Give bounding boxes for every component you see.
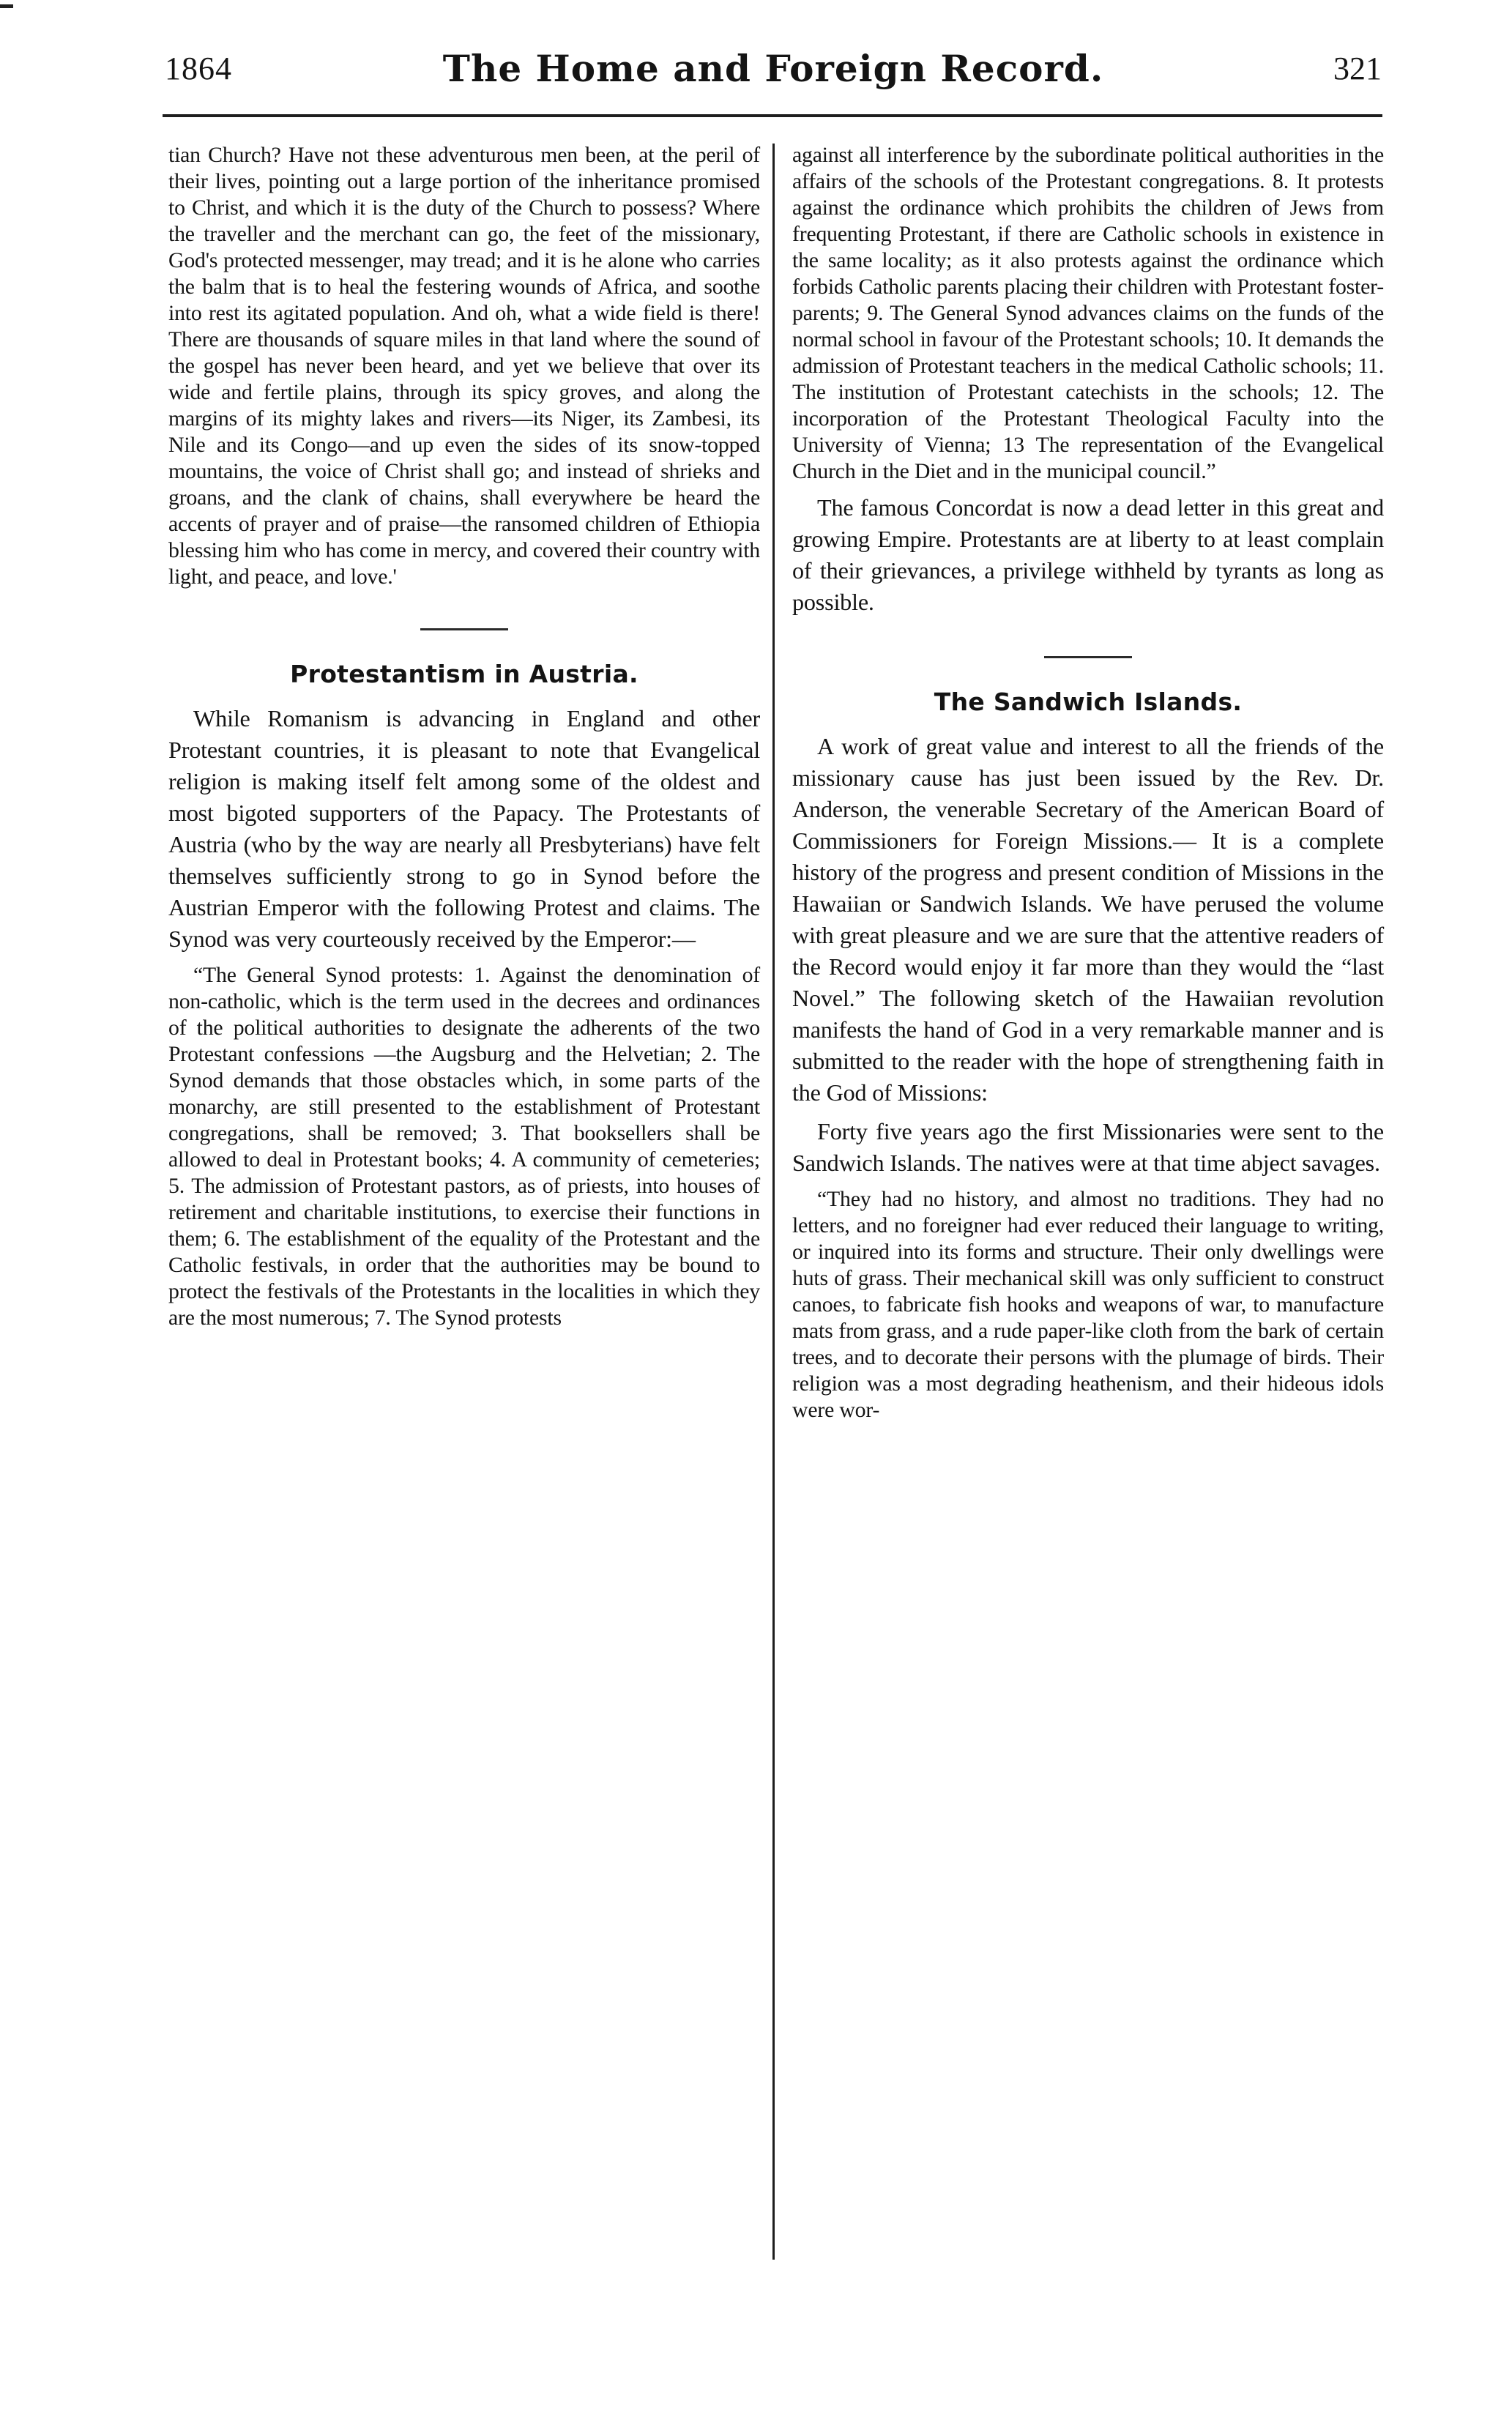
africa-article-continuation: tian Church? Have not these adventurous men been, at the peril of their lives, pointing out a large portion of the inheritance promised to Christ, and which it is the duty of the Church to possess? Where the traveller and the merchant can go, the feet of the missionary, God's protected messenger, may tread; and it is he alone who carries the balm that is to heal the festering wounds of Africa, and soothe into rest its agitated population. And oh, what a wide field is there! There are thousands of square miles in that land where the sound of the gospel has never been heard, and yet we believe that over its wide and fertile plains, through its spicy groves, and along the margins of its mighty lakes and rivers—its Niger, its Zambesi, its Nile and its Congo—and up even the sides of its snow-topped mountains, the voice of Christ shall go; and instead of shrieks and groans, and the clank of chains, shall everywhere be heard the accents of prayer and of praise—the ransomed children of Ethiopia blessing him who has come in mercy, and covered their country with light, and peace, and love.' <box>168 143 760 589</box>
section-separator <box>420 628 508 630</box>
page-header <box>165 47 1382 108</box>
column-divider <box>772 144 775 2260</box>
header-year: 1864 <box>165 51 232 86</box>
concordat-paragraph: The famous Concordat is now a dead letter in this great and growing Empire. Protestants are at liberty to at least complain of their grievances, a privilege withheld by tyrants as long as possible. <box>792 494 1384 615</box>
section-title-sandwich-islands: The Sandwich Islands. <box>934 688 1243 716</box>
natives-quote-paragraph: “They had no history, and almost no traditions. They had no letters, and no foreigner had ever reduced their language to writing, or inquired into its forms and structure. Their only dwellings were huts of grass. Their mechanical skill was only sufficient to construct canoes, to fabricate fish hooks and weapons of war, to manufacture mats from grass, and a rude paper-like cloth from the bark of certain trees, and to decorate their persons with the plumage of birds. Their religion was a most degrading heathenism, and their hideous idols were wor- <box>792 1187 1384 1422</box>
header-rule <box>163 114 1382 117</box>
header-title: The Home and Foreign Record. <box>442 47 1104 90</box>
sandwich-intro-paragraph: A work of great value and interest to all the friends of the missionary cause has just been issued by the Rev. Dr. Anderson, the venerable Secretary of the American Board of Commissioners for Foreign Missions.— It is a complete history of the progress and present condition of Missions in the Hawaiian or Sandwich Islands. We have perused the volume with great pleasure and we are sure that the attentive readers of the Record would enjoy it far more than they would the “last Novel.” The following sketch of the Hawaiian revolution manifests the hand of God in a very remarkable manner and is submitted to the reader with the hope of strengthening faith in the God of Missions: <box>792 733 1384 1106</box>
synod-protest-paragraph: “The General Synod protests: 1. Against the denomination of non-catholic, which is the term used in the decrees and ordinances of the political authorities to designate the adherents of the two Protestant confessions —the Augsburg and the Helvetian; 2. The Synod demands that those obstacles which, in some parts of the monarchy, are still presented to the establishment of Protestant congregations, shall be removed; 3. That booksellers shall be allowed to deal in Protestant books; 4. A community of cemeteries; 5. The admission of Protestant pastors, as of priests, into houses of retirement and charitable institutions, to exercise their functions in them; 6. The establishment of the equality of the Protestant and the Catholic festivals, in order that the authorities may be bound to protect the festivals of the Protestants in the localities in which they are the most numerous; 7. The Synod protests <box>168 963 760 1330</box>
right-column <box>792 142 1384 1423</box>
austria-intro-paragraph: While Romanism is advancing in England and other Protestant countries, it is pleasant to note that Evangelical religion is making itself felt among some of the oldest and most bigoted supporters of the Papacy. The Protestants of Austria (who by the way are nearly all Presbyterians) have felt themselves sufficiently strong to go in Synod before the Austrian Emperor with the following Protest and claims. The Synod was very courteously received by the Emperor:— <box>168 705 760 952</box>
section-separator <box>1044 656 1132 658</box>
left-column <box>168 142 760 1331</box>
scan-corner-mark <box>0 4 13 8</box>
header-page-number: 321 <box>1333 51 1382 86</box>
synod-protest-continuation: against all interference by the subordinate political authorities in the affairs of the schools of the Protestant congregations. 8. It protests against the ordinance which prohibits the children of Jews from frequenting Protestant, if there are Catholic schools in existence in the same locality; as it also protests against the ordinance which forbids Catholic parents placing their children with Protestant foster-parents; 9. The General Synod advances claims on the funds of the normal school in favour of the Protestant schools; 10. It demands the admission of Protestant teachers in the medical Catholic schools; 11. The institution of Protestant catechists in the schools; 12. The incorporation of the Protestant Theological Faculty into the University of Vienna; 13 The representation of the Evangelical Church in the Diet and in the municipal council.” <box>792 143 1384 483</box>
forty-five-years-paragraph: Forty five years ago the first Missionaries were sent to the Sandwich Islands. The natives were at that time abject savages. <box>792 1118 1384 1176</box>
section-title-austria: Protestantism in Austria. <box>290 660 638 688</box>
